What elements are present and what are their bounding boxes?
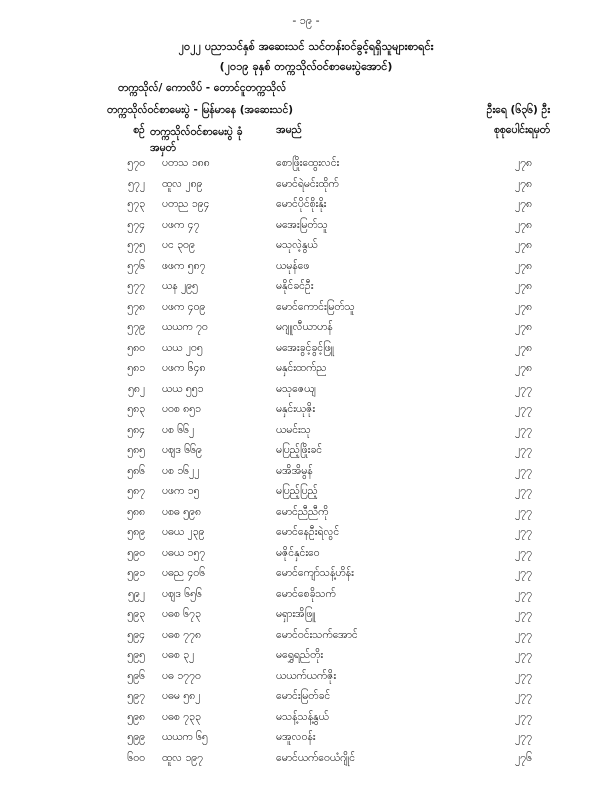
total-marks: ၂၇၇ — [515, 567, 532, 579]
roll-number: ပဓ ၁၇၇၀ — [162, 669, 201, 682]
total-marks: ၂၇၇ — [515, 669, 532, 682]
row-number: ၅၈၈ — [127, 505, 145, 518]
roll-number: ပဓယ ၁၅၇ — [162, 546, 206, 559]
table-row — [0, 626, 612, 647]
page-number: - ၁၉ - — [292, 14, 320, 27]
row-number: ၆၀၀ — [127, 751, 145, 764]
row-number: ၅၈၄ — [127, 423, 145, 436]
table-row — [0, 216, 612, 237]
student-name: မအိအိမွန် — [276, 464, 313, 477]
table-row — [0, 462, 612, 483]
header-roll-number: တက္ကသိုလ်ဝင်စာမေးပွဲ ခုံအမှတ် — [150, 126, 243, 154]
table-row — [0, 564, 612, 585]
student-name: မောင်စေခိုသက် — [276, 587, 336, 600]
roll-number: ထူလ ၂၈၉ — [162, 177, 203, 190]
table-row — [0, 236, 612, 257]
total-marks: ၂၇၇ — [515, 403, 532, 415]
student-name: မနိုင်ခင်ဦး — [276, 280, 314, 292]
student-name: မအေးမြတ်သူ — [276, 218, 328, 231]
row-number: ၅၈၅ — [127, 444, 145, 456]
total-marks: ၂၇၇ — [515, 608, 532, 620]
roll-number: ပဝစ ၈၅၁ — [162, 403, 201, 415]
student-name: ယမုန်ဖေ — [276, 259, 310, 272]
roll-number: ပဓစ ၃၂ — [162, 649, 195, 661]
row-number: ၅၉၆ — [127, 669, 145, 682]
table-row — [0, 708, 612, 729]
row-number: ၅၈၁ — [127, 362, 145, 374]
row-number: ၅၇၃ — [127, 198, 145, 210]
table-row — [0, 421, 612, 442]
row-number: ၅၉၅ — [127, 649, 145, 661]
total-marks: ၂၇၈ — [514, 198, 532, 210]
student-name: မအေးခွင့်ခွင့်ဖြူ — [276, 341, 334, 354]
student-name: မဇိုင်နှင်းဝေ — [276, 546, 320, 559]
total-marks: ၂၇၈ — [514, 341, 532, 354]
row-number: ၅၇၀ — [127, 157, 145, 169]
student-name: မောင်ဝင်းသက်အောင် — [276, 628, 358, 641]
table-row — [0, 318, 612, 339]
student-name: မောင်ကောင်းမြတ်သူ — [276, 300, 355, 313]
student-name: မောင်ညီညီကို — [276, 505, 329, 518]
row-number: ၅၇၇ — [127, 280, 145, 292]
roll-number: ပဓစ ၇၃၃ — [162, 710, 201, 723]
roll-number: ပဓစ ၇၇၈ — [162, 628, 201, 641]
roll-number: ပစ ၁၆၂၂ — [162, 464, 200, 477]
roll-number: ပဓယ ၂၃၉ — [162, 526, 205, 538]
row-number: ၅၈၂ — [127, 382, 145, 395]
total-marks: ၂၇၆ — [515, 751, 532, 764]
table-row — [0, 154, 612, 175]
student-name: မနှင်းယုဇိုး — [276, 403, 316, 415]
total-marks: ၂၇၇ — [515, 546, 532, 559]
table-row — [0, 441, 612, 462]
total-marks: ၂၇၈ — [514, 280, 532, 292]
student-name: မောင်နေဦးရဲလွင် — [276, 526, 340, 538]
total-marks: ၂၇၇ — [515, 382, 532, 395]
student-name: မအူလဝန်း — [276, 731, 316, 743]
table-row — [0, 728, 612, 749]
row-number: ၅၈၇ — [127, 485, 145, 497]
row-number: ၅၈၃ — [127, 403, 145, 415]
student-name: မောင်ရဲမင်းထိုက် — [276, 177, 339, 190]
table-row — [0, 298, 612, 319]
student-name: မသုဇေယျ — [276, 382, 316, 395]
total-marks: ၂၇၈ — [514, 239, 532, 251]
row-number: ၅၉၁ — [127, 567, 145, 579]
row-number: ၅၇၉ — [127, 321, 145, 333]
student-name: မနှင်းထက်ည — [276, 362, 327, 374]
total-marks: ၂၇၇ — [515, 505, 532, 518]
student-name: မရွှေရည်တိုး — [276, 649, 324, 661]
row-number: ၅၈၉ — [127, 526, 145, 538]
table-row — [0, 359, 612, 380]
total-count: ဦးရေ (၆၃၆) ဦး — [486, 104, 550, 116]
roll-number: ပဓည ၄၀၆ — [162, 567, 206, 579]
student-name: မောင်ပိုင်စိုးနိုး — [276, 198, 327, 210]
total-marks: ၂၇၈ — [514, 362, 532, 374]
row-number: ၅၇၄ — [127, 218, 145, 231]
row-number: ၅၇၈ — [127, 300, 145, 313]
row-number: ၅၉၉ — [127, 731, 145, 743]
row-number: ၅၇၆ — [127, 259, 145, 272]
total-marks: ၂၇၈ — [514, 300, 532, 313]
total-marks: ၂၇၇ — [515, 731, 532, 743]
roll-number: ယယ ၅၅၁ — [162, 382, 204, 395]
total-marks: ၂၇၇ — [515, 485, 532, 497]
table-row — [0, 749, 612, 770]
roll-number: ယယက ၆၅ — [162, 731, 208, 743]
table-row — [0, 687, 612, 708]
table-row — [0, 380, 612, 401]
student-name: မရှားအိဖြူ — [276, 608, 316, 620]
table-row — [0, 400, 612, 421]
total-marks: ၂၇၈ — [514, 259, 532, 272]
student-name: မဂျူလီယာဟန် — [276, 321, 333, 333]
total-marks: ၂၇၈ — [514, 321, 532, 333]
student-name: မောင်ယက်ဝေယံဂျိုင် — [276, 751, 356, 764]
roll-number: ပဖက ၆၄၈ — [162, 362, 206, 374]
table-row — [0, 523, 612, 544]
roll-number: ယန ၂၉၅ — [162, 280, 198, 292]
roll-number: ပတည ၁၉၄ — [162, 198, 210, 210]
page-title: ၂၀၂၂ ပညာသင်နှစ် အဆေးသင် သင်တန်းဝင်ခွင့်ရရှိသူများစာရင်း — [178, 40, 434, 53]
roll-number: ပဖက ၁၅ — [162, 485, 200, 497]
total-marks: ၂၇၇ — [515, 444, 532, 456]
student-name: ယမင်းသု — [276, 423, 311, 436]
roll-number: ပဈဒ ၆၆၉ — [162, 444, 202, 456]
page-subtitle: (၂၀၁၉ ခုနှစ် တက္ကသိုလ်ဝင်စာမေးပွဲအောင်) — [219, 60, 393, 73]
row-number: ၅၇၂ — [128, 177, 145, 190]
table-row — [0, 605, 612, 626]
row-number: ၅၈၀ — [127, 341, 145, 354]
total-marks: ၂၇၇ — [515, 526, 532, 538]
table-row — [0, 339, 612, 360]
total-marks: ၂၇၇ — [515, 464, 532, 477]
student-name: မသုလဲ့နွယ် — [276, 239, 318, 251]
header-name: အမည် — [276, 124, 302, 136]
roll-number: ဖဖက ၅၈၇ — [162, 259, 206, 272]
table-row — [0, 667, 612, 688]
row-number: ၅၉၃ — [127, 608, 145, 620]
total-marks: ၂၇၈ — [514, 218, 532, 231]
roll-number: ပစဓ ၅၉၈ — [162, 505, 201, 518]
roll-number: ပဖက ၄၀၉ — [162, 300, 206, 313]
total-marks: ၂၇၇ — [515, 649, 532, 661]
table-row — [0, 503, 612, 524]
roll-number: ပဖက ၄၇ — [162, 218, 200, 231]
table-row — [0, 175, 612, 196]
table-row — [0, 482, 612, 503]
student-name: စောဖြိုးထွေးလင်း — [276, 157, 340, 169]
row-number: ၅၉၀ — [127, 546, 145, 559]
roll-number: ထူလ ၁၉၇ — [162, 751, 204, 764]
university-line: တက္ကသိုလ်/ ကောလိပ် - တောင်ငူတက္ကသိုလ် — [118, 82, 287, 94]
results-table — [0, 154, 612, 769]
exam-line: တက္ကသိုလ်ဝင်စာမေးပွဲ - မြန်မာနေ (အဆေးသင်) — [107, 104, 294, 116]
total-marks: ၂၇၇ — [515, 690, 532, 702]
student-name: မသန့်သန့်နွယ် — [276, 710, 329, 723]
table-row — [0, 195, 612, 216]
student-name: ယယက်ယက်ဇိုး — [276, 669, 337, 682]
table-row — [0, 544, 612, 565]
roll-number: ပဓမ ၅၈၂ — [162, 690, 201, 702]
row-number: ၅၉၈ — [127, 710, 145, 723]
student-name: မောင်ကျော်သန့်ဟိန်း — [276, 567, 354, 579]
header-total-marks: စုစုပေါင်းရမှတ် — [493, 124, 550, 136]
total-marks: ၂၇၈ — [514, 157, 532, 169]
student-name: မပြည့်ပြည့် — [276, 485, 318, 497]
row-number: ၅၉၇ — [127, 690, 145, 702]
roll-number: ပတသ ၁၈၈ — [162, 157, 210, 169]
table-row — [0, 257, 612, 278]
roll-number: ပင ၃၀၉ — [162, 239, 195, 251]
header-number: စဉ် — [133, 124, 145, 136]
total-marks: ၂၇၇ — [515, 423, 532, 436]
roll-number: ပဈဒ ၆၅၆ — [162, 587, 202, 600]
table-row — [0, 277, 612, 298]
total-marks: ၂၇၇ — [515, 710, 532, 723]
student-name: မပြည့်ဖြိုးခင် — [276, 444, 323, 456]
row-number: ၅၉၂ — [128, 587, 145, 600]
roll-number: ပစ ၆၆၂ — [162, 423, 195, 436]
total-marks: ၂၇၇ — [515, 628, 532, 641]
roll-number: ယယက ၇၀ — [162, 321, 208, 333]
row-number: ၅၇၅ — [127, 239, 145, 251]
total-marks: ၂၇၈ — [514, 177, 532, 190]
student-name: မောင်းမြတ်ခင် — [276, 690, 331, 702]
total-marks: ၂၇၇ — [515, 587, 532, 600]
roll-number: ပဓစ ၆၇၃ — [162, 608, 201, 620]
roll-number: ယယ ၂၀၅ — [162, 341, 203, 354]
table-row — [0, 646, 612, 667]
table-row — [0, 585, 612, 606]
row-number: ၅၈၆ — [127, 464, 145, 477]
row-number: ၅၉၄ — [127, 628, 145, 641]
